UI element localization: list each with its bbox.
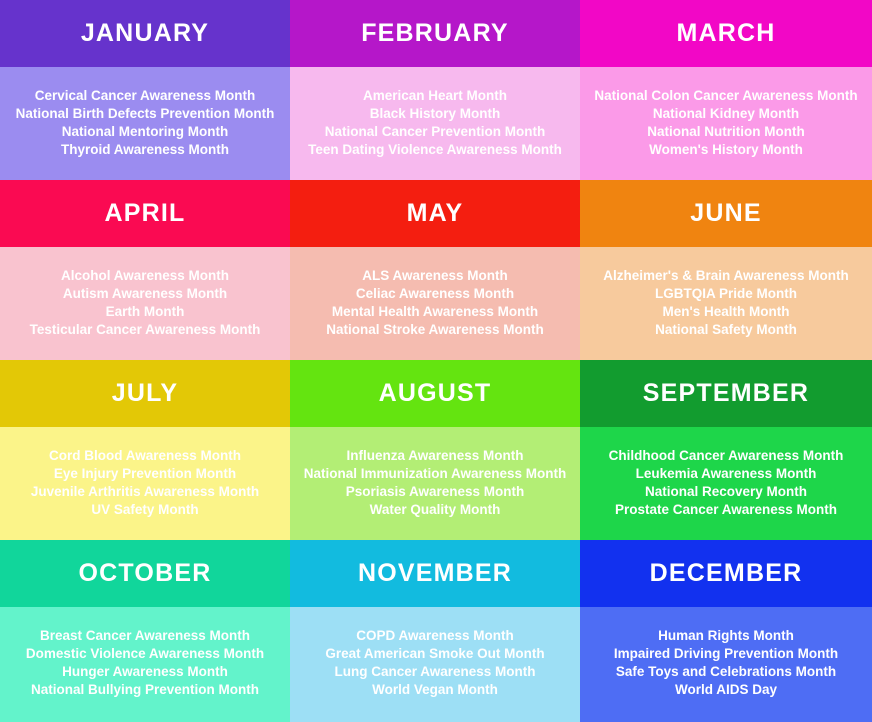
month-title: APRIL	[104, 199, 186, 227]
observance-item: National Stroke Awareness Month	[326, 322, 544, 337]
month-observance-list-march	[580, 67, 872, 180]
observance-item: Teen Dating Violence Awareness Month	[308, 142, 562, 157]
month-observance-list-january	[0, 67, 290, 180]
month-observance-list-july	[0, 427, 290, 540]
month-title: MAY	[406, 199, 464, 227]
observance-item: Prostate Cancer Awareness Month	[614, 502, 838, 517]
observance-item: National Cancer Prevention Month	[324, 124, 546, 139]
month-title: FEBRUARY	[361, 19, 509, 47]
observance-item: Cord Blood Awareness Month	[48, 448, 241, 463]
month-header-march	[580, 0, 872, 67]
month-observance-list-november	[290, 607, 580, 722]
month-cell-march	[580, 0, 872, 180]
observance-item: Earth Month	[105, 304, 185, 319]
month-title: OCTOBER	[78, 559, 212, 587]
observance-item: National Safety Month	[655, 322, 797, 337]
month-cell-august	[290, 360, 580, 540]
observance-item: Men's Health Month	[662, 304, 790, 319]
observance-item: ALS Awareness Month	[362, 268, 508, 283]
observance-item: Lung Cancer Awareness Month	[334, 664, 536, 679]
observance-item: American Heart Month	[362, 88, 508, 103]
month-cell-december	[580, 540, 872, 722]
observance-item: Cervical Cancer Awareness Month	[34, 88, 256, 103]
observance-item: National Colon Cancer Awareness Month	[594, 88, 858, 103]
month-cell-january	[0, 0, 290, 180]
month-header-june	[580, 180, 872, 247]
month-cell-november	[290, 540, 580, 722]
month-observance-list-june	[580, 247, 872, 360]
month-title: AUGUST	[378, 379, 492, 407]
month-cell-july	[0, 360, 290, 540]
month-cell-june	[580, 180, 872, 360]
observance-item: National Bullying Prevention Month	[30, 682, 259, 697]
month-title: SEPTEMBER	[642, 379, 810, 407]
month-cell-april	[0, 180, 290, 360]
observance-item: Leukemia Awareness Month	[635, 466, 817, 481]
month-header-july	[0, 360, 290, 427]
month-cell-september	[580, 360, 872, 540]
observance-item: Influenza Awareness Month	[346, 448, 524, 463]
month-observance-list-april	[0, 247, 290, 360]
observance-item: Water Quality Month	[369, 502, 501, 517]
observance-item: Impaired Driving Prevention Month	[613, 646, 839, 661]
observance-item: Domestic Violence Awareness Month	[25, 646, 265, 661]
month-header-september	[580, 360, 872, 427]
observance-item: Alzheimer's & Brain Awareness Month	[603, 268, 849, 283]
observance-item: National Birth Defects Prevention Month	[15, 106, 275, 121]
month-header-april	[0, 180, 290, 247]
month-observance-list-may	[290, 247, 580, 360]
month-header-november	[290, 540, 580, 607]
observance-item: Breast Cancer Awareness Month	[39, 628, 251, 643]
month-title: MARCH	[676, 19, 776, 47]
observance-item: National Recovery Month	[644, 484, 808, 499]
observance-item: Thyroid Awareness Month	[60, 142, 230, 157]
month-observance-list-september	[580, 427, 872, 540]
observance-item: World AIDS Day	[674, 682, 777, 697]
observance-item: COPD Awareness Month	[356, 628, 514, 643]
month-title: JANUARY	[80, 19, 210, 47]
month-cell-october	[0, 540, 290, 722]
observance-item: Childhood Cancer Awareness Month	[608, 448, 844, 463]
observance-item: World Vegan Month	[372, 682, 498, 697]
observance-item: Black History Month	[369, 106, 501, 121]
month-title: DECEMBER	[649, 559, 803, 587]
observance-item: UV Safety Month	[91, 502, 199, 517]
month-header-august	[290, 360, 580, 427]
observance-item: LGBTQIA Pride Month	[655, 286, 797, 301]
month-header-january	[0, 0, 290, 67]
month-header-february	[290, 0, 580, 67]
observance-item: National Kidney Month	[652, 106, 800, 121]
month-observance-list-august	[290, 427, 580, 540]
observance-item: Safe Toys and Celebrations Month	[615, 664, 837, 679]
month-cell-february	[290, 0, 580, 180]
month-observance-list-december	[580, 607, 872, 722]
observance-item: Hunger Awareness Month	[62, 664, 228, 679]
observance-item: Juvenile Arthritis Awareness Month	[30, 484, 260, 499]
month-title: JUNE	[690, 199, 762, 227]
observance-item: Mental Health Awareness Month	[331, 304, 539, 319]
month-header-december	[580, 540, 872, 607]
observance-item: National Nutrition Month	[647, 124, 805, 139]
observance-item: Alcohol Awareness Month	[60, 268, 230, 283]
observance-item: Women's History Month	[649, 142, 803, 157]
observance-item: Celiac Awareness Month	[355, 286, 515, 301]
month-header-october	[0, 540, 290, 607]
month-observance-list-october	[0, 607, 290, 722]
observance-item: Autism Awareness Month	[62, 286, 228, 301]
month-observance-list-february	[290, 67, 580, 180]
month-cell-may	[290, 180, 580, 360]
observance-item: Great American Smoke Out Month	[325, 646, 545, 661]
month-header-may	[290, 180, 580, 247]
month-title: JULY	[111, 379, 179, 407]
observance-item: Human Rights Month	[658, 628, 794, 643]
observance-item: Psoriasis Awareness Month	[345, 484, 525, 499]
observance-item: National Immunization Awareness Month	[303, 466, 567, 481]
observance-item: Eye Injury Prevention Month	[53, 466, 237, 481]
observance-item: Testicular Cancer Awareness Month	[29, 322, 261, 337]
month-title: NOVEMBER	[357, 559, 513, 587]
observance-item: National Mentoring Month	[61, 124, 229, 139]
